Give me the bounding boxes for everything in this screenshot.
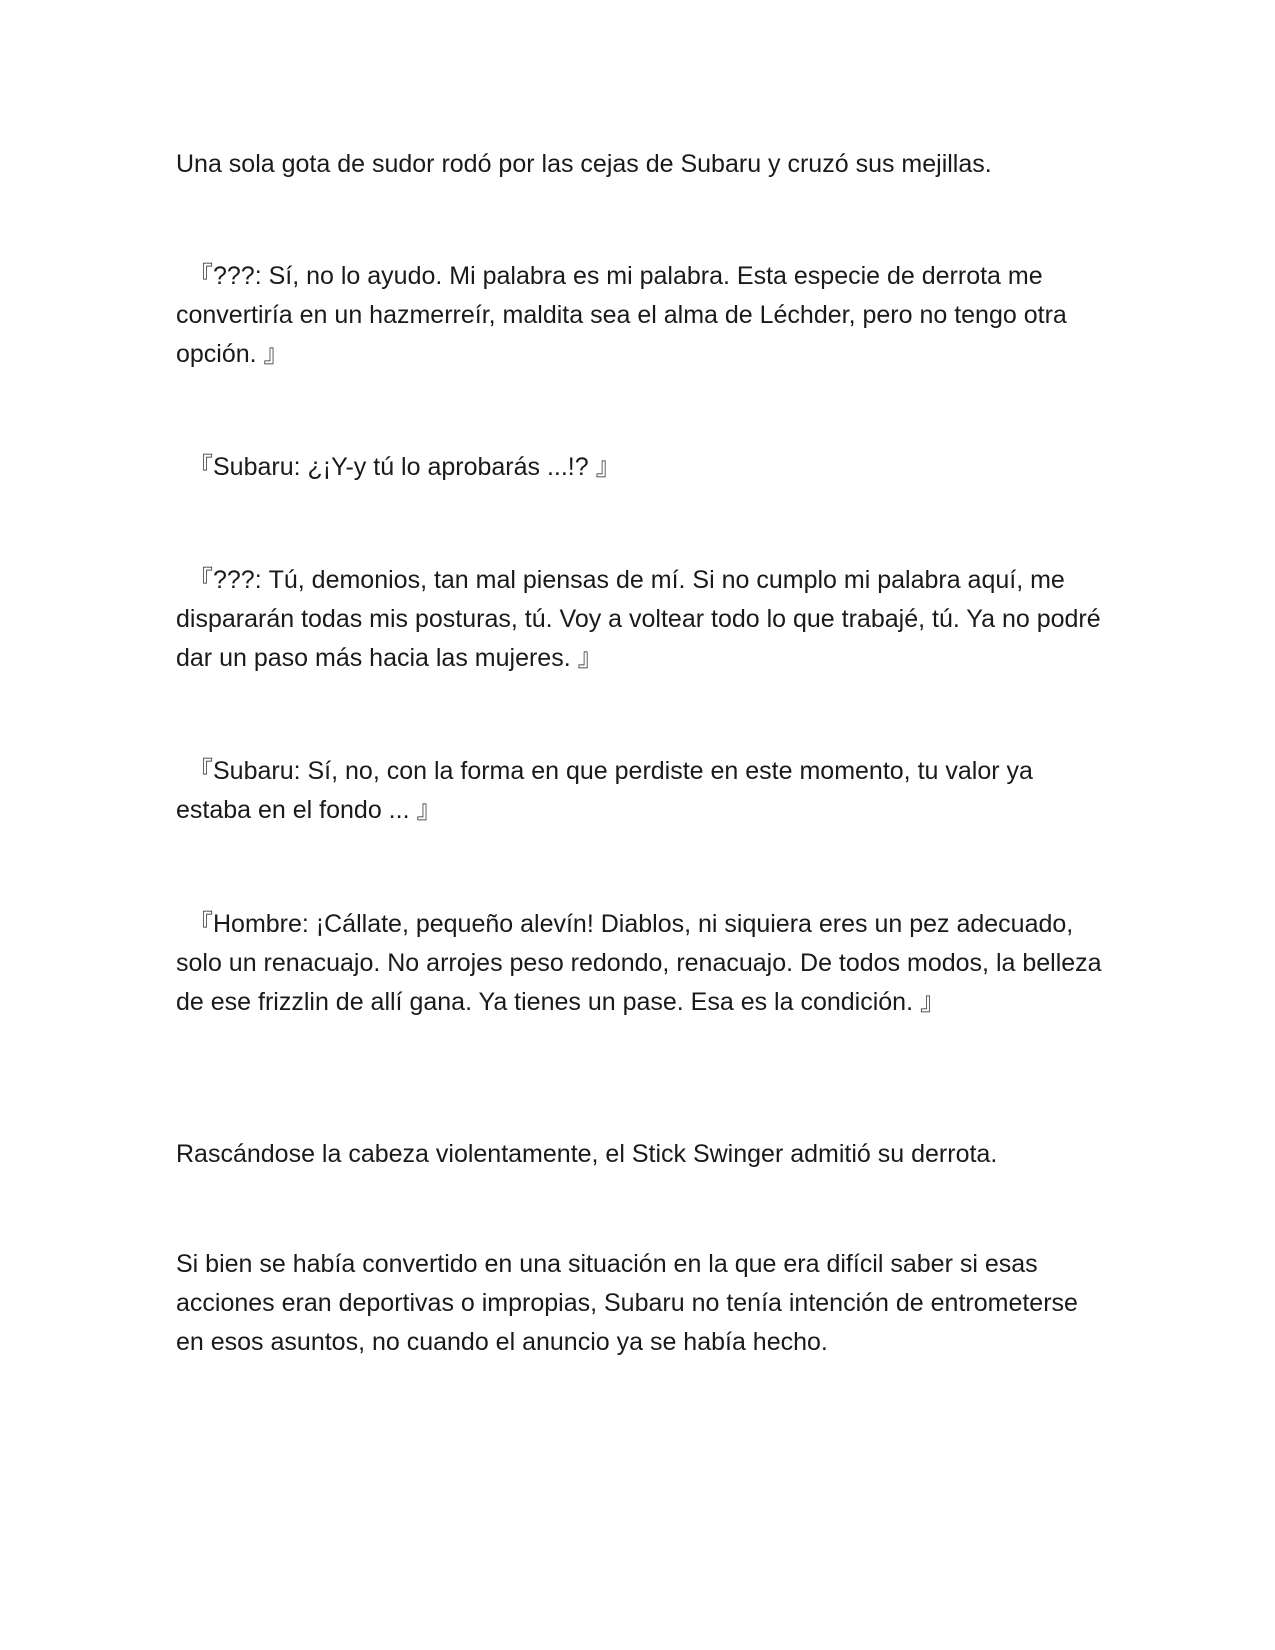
paragraph-narration-3: Si bien se había convertido en una situación en la que era difícil saber si esas acciones eran deportivas o impropias, Subaru no tenía intención de entrometerse en esos asuntos, no cuando el anuncio ya se había hecho. [176,1250,1078,1356]
paragraph-dialogue-3: 『???: Tú, demonios, tan mal piensas de mí. Si no cumplo mi palabra aquí, me dispararán todas mis posturas, tú. Voy a voltear todo lo que trabajé, tú. Ya no podré dar un paso más hacia las mujeres. 』 [176,566,1101,672]
paragraph-dialogue-1: 『???: Sí, no lo ayudo. Mi palabra es mi palabra. Esta especie de derrota me convertiría en un hazmerreír, maldita sea el alma de Léchder, pero no tengo otra opción. 』 [176,262,1067,368]
paragraph-dialogue-5: 『Hombre: ¡Cállate, pequeño alevín! Diablos, ni siquiera eres un pez adecuado, solo un renacuajo. No arrojes peso redondo, renacuajo. De todos modos, la belleza de ese frizzlin de allí gana. Ya tienes un pase. Esa es la condición. 』 [176,910,1102,1016]
paragraph-dialogue-4: 『Subaru: Sí, no, con la forma en que perdiste en este momento, tu valor ya estaba en el fondo ... 』 [176,757,1033,824]
paragraph-dialogue-2: 『Subaru: ¿¡Y-y tú lo aprobarás ...!? 』 [188,453,621,481]
paragraph-narration-1: Una sola gota de sudor rodó por las cejas de Subaru y cruzó sus mejillas. [176,150,992,178]
paragraph-narration-2: Rascándose la cabeza violentamente, el Stick Swinger admitió su derrota. [176,1140,998,1168]
